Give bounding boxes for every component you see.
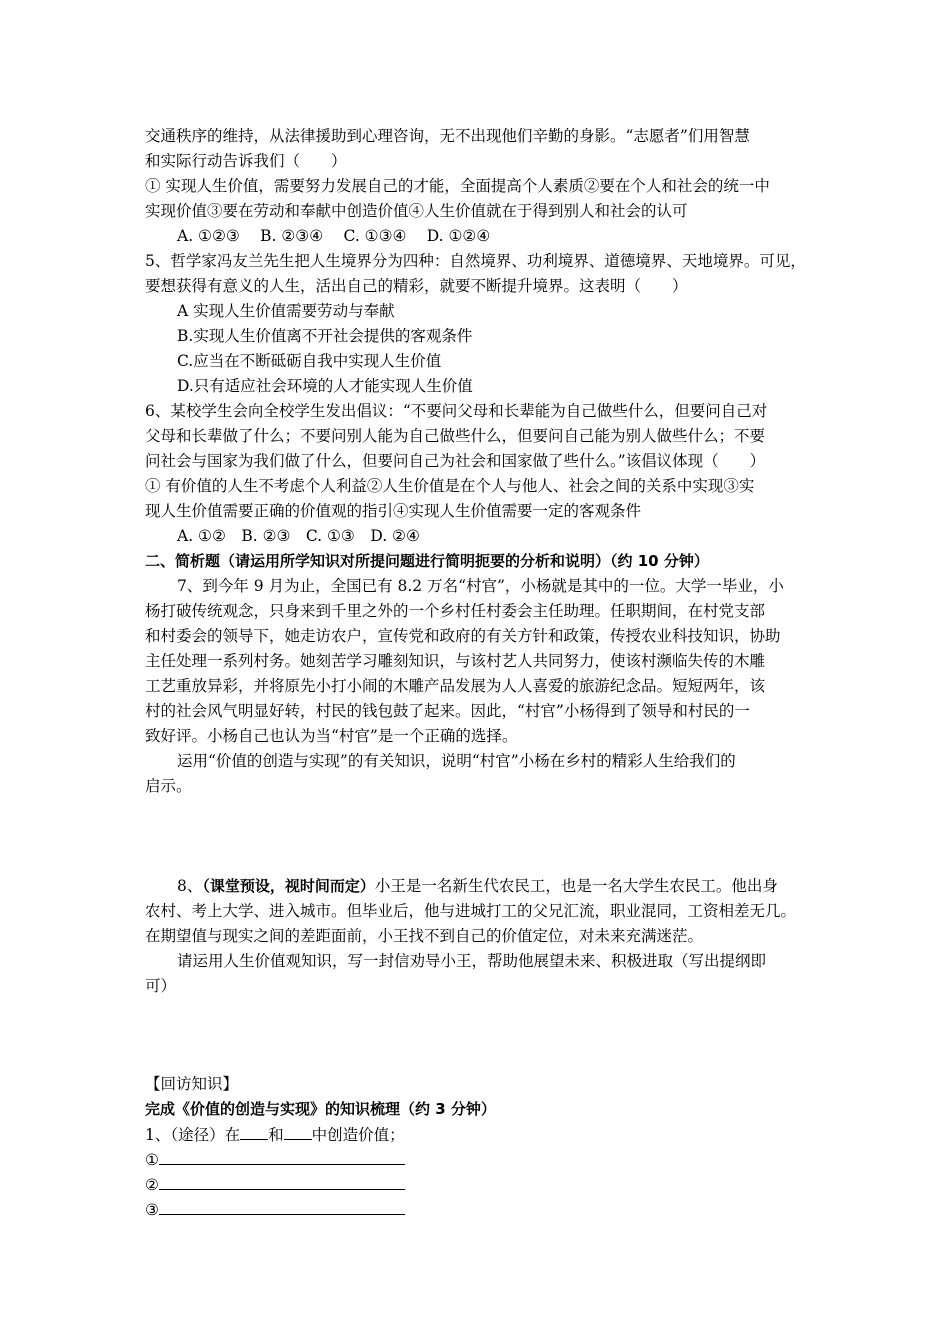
answer-blank[interactable] [159, 1197, 405, 1215]
q8-line [145, 874, 817, 899]
q7-question: 启示。 [145, 777, 192, 795]
q8-number: 8、 [177, 877, 203, 895]
q5-line: 5、哲学家冯友兰先生把人生境界分为四种：自然境界、功利境界、道德境界、天地境界。可见， [145, 252, 806, 270]
q7-line: 村的社会风气明显好转，村民的钱包鼓了起来。因此，“村官”小杨得到了领导和村民的一 [145, 702, 750, 720]
review-section [145, 1072, 817, 1222]
section-2-title: 二、简析题（请运用所学知识对所提问题进行简明扼要的分析和说明）（约 10 分钟） [145, 552, 709, 570]
q6-options: A. ①② B. ②③ C. ①③ D. ②④ [177, 527, 420, 545]
q4-line: 实现价值③要在劳动和奉献中创造价值④人生价值就在于得到别人和社会的认可 [145, 202, 688, 220]
section-2-header [145, 549, 817, 574]
q8-line: 在期望值与现实之间的差距面前，小王找不到自己的价值定位，对未来充满迷茫。 [145, 927, 704, 945]
q7-line: 和村委会的领导下，她走访农户，宣传党和政府的有关方针和政策，传授农业科技知识，协助 [145, 627, 781, 645]
answer-blank[interactable] [159, 1147, 405, 1165]
question-7 [145, 574, 817, 799]
q8-text: 小王是一名新生代农民工，也是一名大学生农民工。他出身 [374, 877, 778, 895]
answer-line-1: ① [145, 1147, 817, 1172]
q5-option-b: B.实现人生价值离不开社会提供的客观条件 [177, 327, 473, 345]
q7-question: 运用“价值的创造与实现”的有关知识，说明“村官”小杨在乡村的精彩人生给我们的 [177, 752, 736, 770]
question-6 [145, 399, 817, 549]
review-title: 完成《价值的创造与实现》的知识梳理（约 3 分钟） [145, 1100, 496, 1118]
question-5 [145, 249, 817, 399]
answer-line-3: ③ [145, 1197, 817, 1222]
q4-line: 和实际行动告诉我们（ ） [145, 152, 347, 170]
answer-blank[interactable] [159, 1172, 405, 1190]
review-item-1: 1、（途径）在 和 中创造价值； [145, 1122, 817, 1147]
q5-option-c: C.应当在不断砥砺自我中实现人生价值 [177, 352, 442, 370]
q6-line: 父母和长辈做了什么；不要问别人能为自己做些什么，但要问自己能为别人做些什么；不要 [145, 427, 766, 445]
q4-line: ① 实现人生价值，需要努力发展自己的才能，全面提高个人素质②要在个人和社会的统一中 [145, 177, 770, 195]
q7-line: 主任处理一系列村务。她刻苦学习雕刻知识，与该村艺人共同努力，使该村濒临失传的木雕 [145, 652, 766, 670]
q8-question: 可） [145, 977, 177, 995]
q4-line: 交通秩序的维持，从法律援助到心理咨询，无不出现他们辛勤的身影。“志愿者”们用智慧 [145, 127, 750, 145]
question-8 [145, 874, 817, 999]
q8-line: 农村、考上大学、进入城市。但毕业后，他与进城打工的父兄汇流，职业混同，工资相差无几。 [145, 902, 797, 920]
q5-line: 要想获得有意义的人生，活出自己的精彩，就要不断提升境界。这表明（ ） [145, 277, 688, 295]
q8-question: 请运用人生价值观知识，写一封信劝导小王，帮助他展望未来、积极进取（写出提纲即 [177, 952, 767, 970]
q6-line: 6、某校学生会向全校学生发出倡议：“不要问父母和长辈能为自己做些什么，但要问自己对 [145, 402, 768, 420]
review-header: 【回访知识】 [145, 1075, 239, 1093]
q5-option-d: D.只有适应社会环境的人才能实现人生价值 [177, 377, 473, 395]
q7-line: 杨打破传统观念，只身来到千里之外的一个乡村任村委会主任助理。任职期间，在村党支部 [145, 602, 766, 620]
q6-line: 问社会与国家为我们做了什么，但要问自己为社会和国家做了些什么。”该倡议体现（ ） [145, 452, 766, 470]
q7-line: 致好评。小杨自己也认为当“村官”是一个正确的选择。 [145, 727, 518, 745]
q8-note: （课堂预设，视时间而定） [202, 877, 375, 895]
q6-line: ① 有价值的人生不考虑个人利益②人生价值是在个人与他人、社会之间的关系中实现③实 [145, 477, 755, 495]
fill-blank[interactable] [240, 1122, 268, 1140]
q6-line: 现人生价值需要正确的价值观的指引④实现人生价值需要一定的客观条件 [145, 502, 642, 520]
q4-options: A. ①②③ B. ②③④ C. ①③④ D. ①②④ [177, 227, 491, 245]
answer-line-2: ② [145, 1172, 817, 1197]
q7-line: 7、到今年 9 月为止，全国已有 8.2 万名“村官”，小杨就是其中的一位。大学一毕业，小 [177, 577, 784, 595]
q5-option-a: A 实现人生价值需要劳动与奉献 [177, 302, 395, 320]
question-4 [145, 124, 817, 249]
fill-blank[interactable] [284, 1122, 312, 1140]
q7-line: 工艺重放异彩，并将原先小打小闹的木雕产品发展为人人喜爱的旅游纪念品。短短两年，该 [145, 677, 766, 695]
